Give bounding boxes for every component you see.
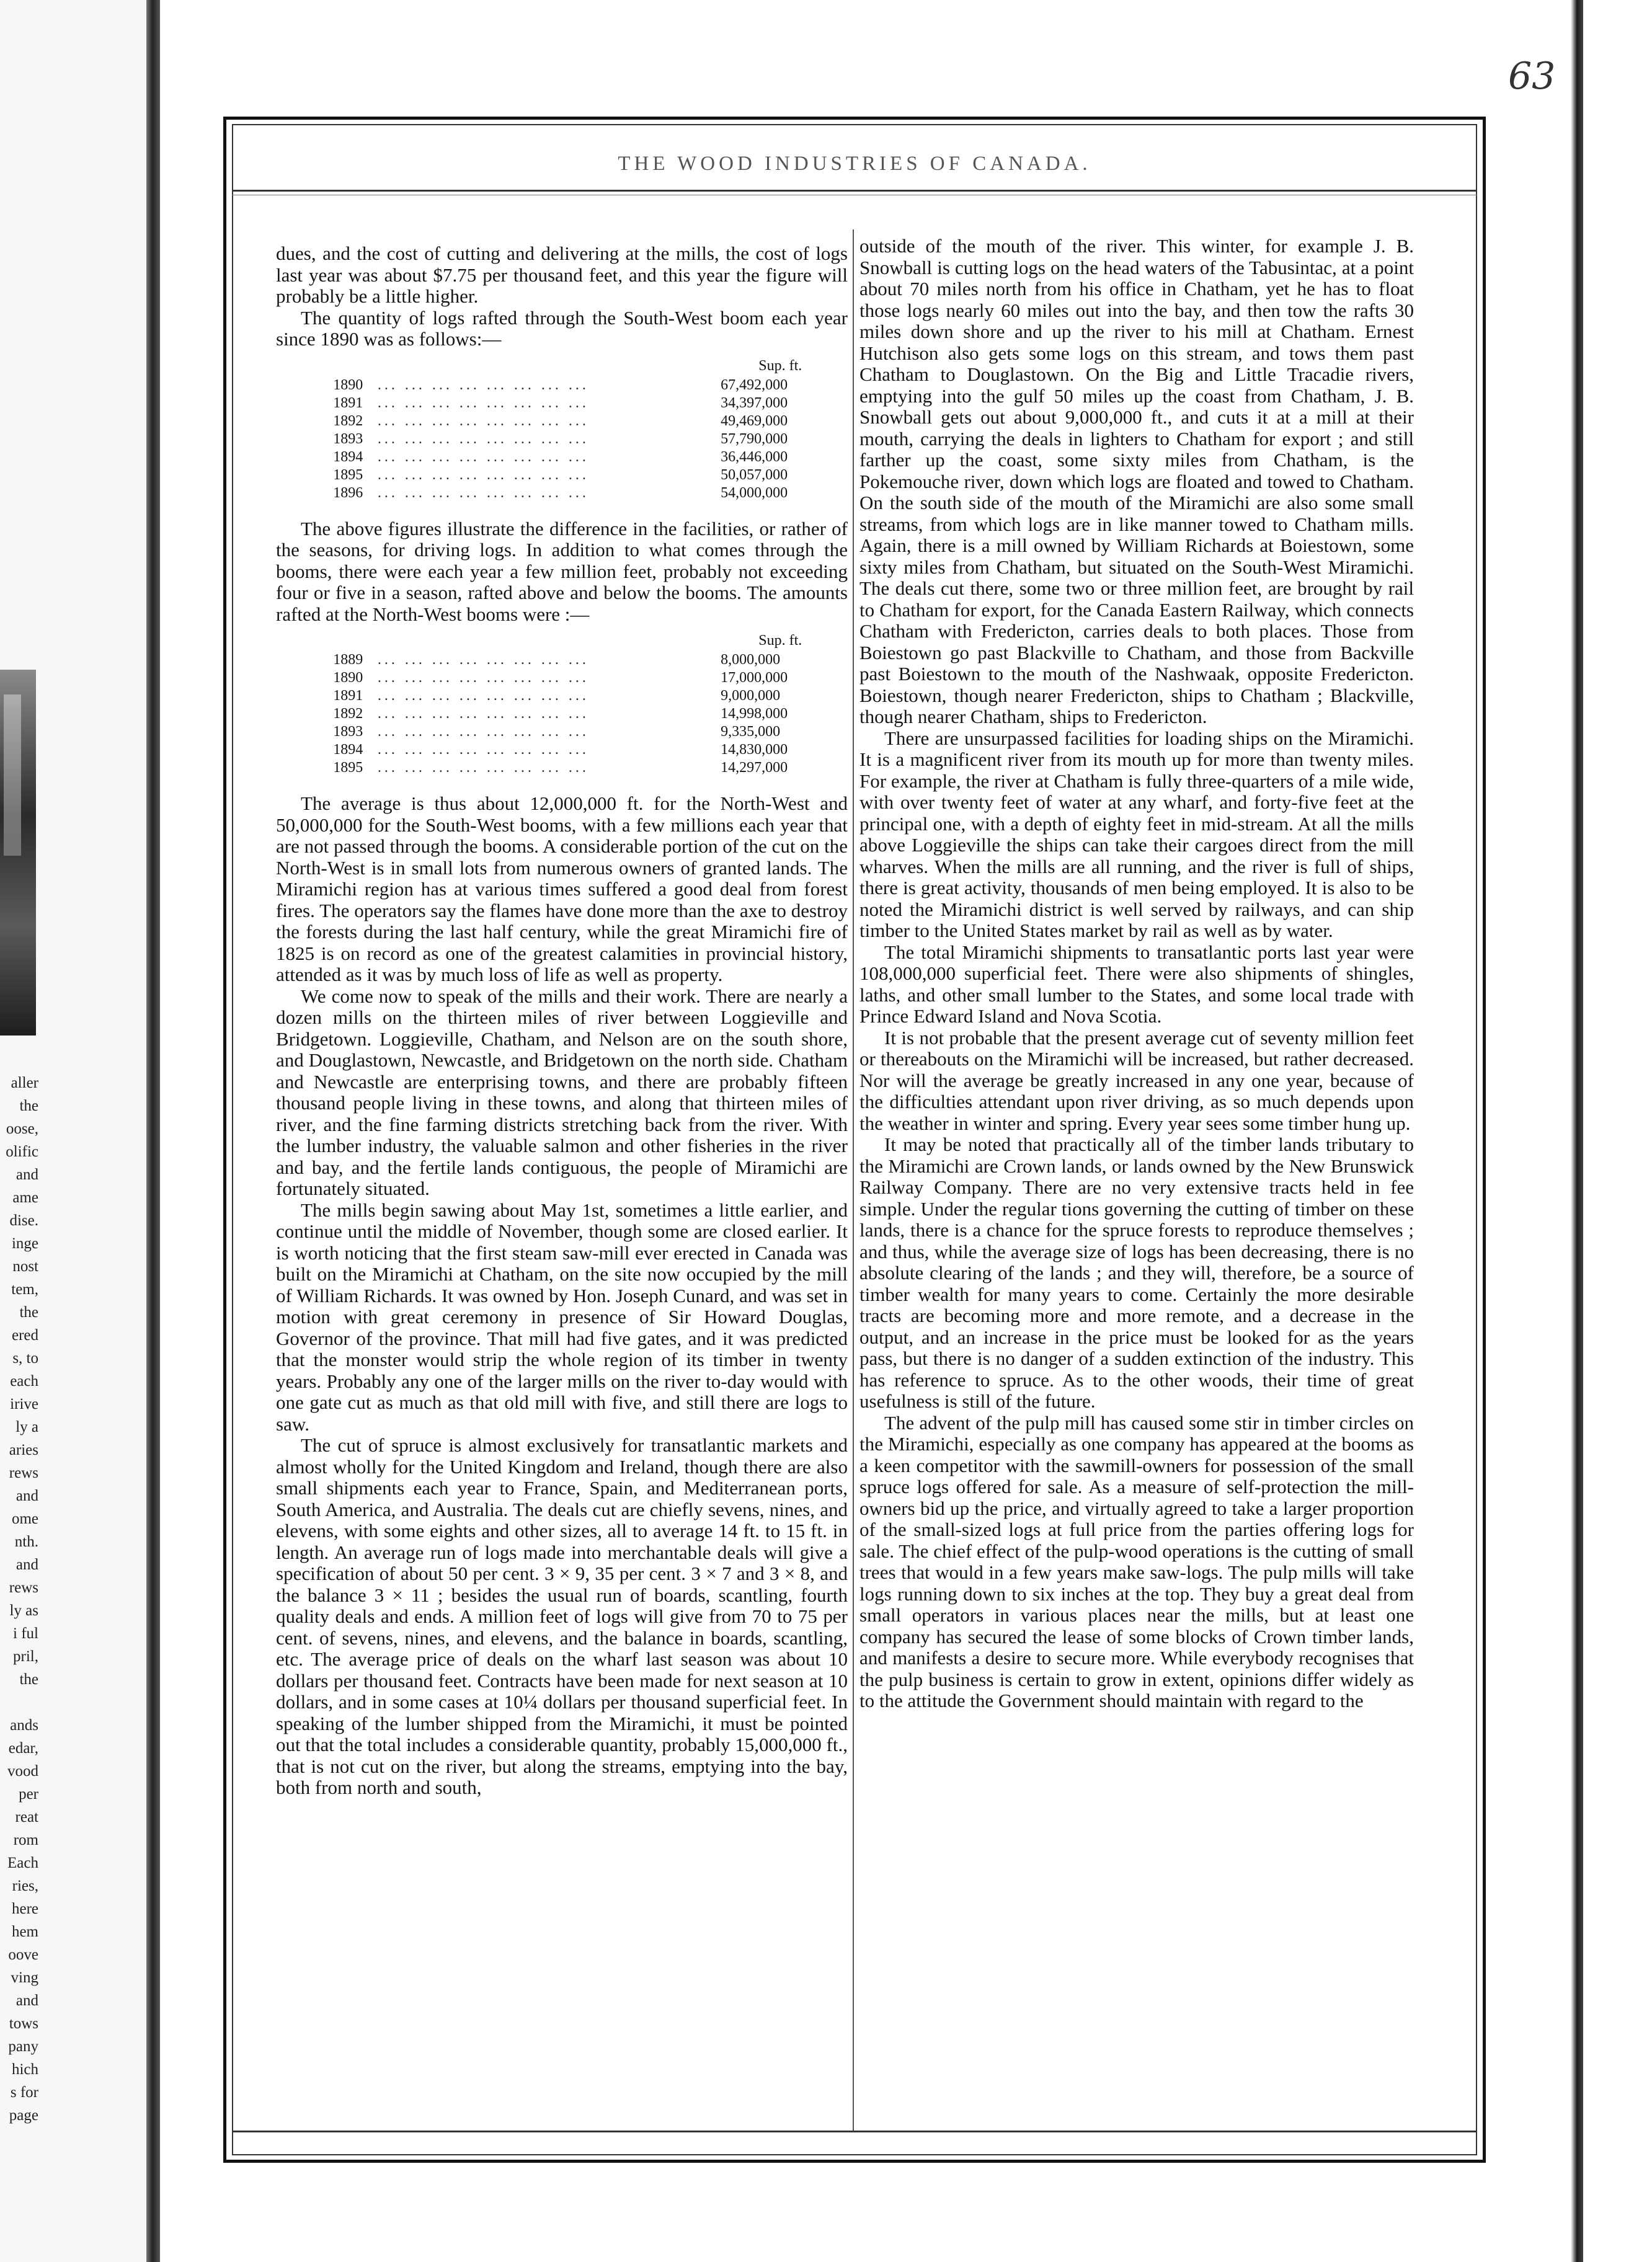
left-paragraph-7: The cut of spruce is almost exclusively for transatlantic markets and almost wholly for the United Kingdom and Ireland, though there are also small shipments each year to France, Spain, and Mediterranean ports, South America, and Australia. The deals cut are chiefly sevens, nines, and elevens, with some eights and other sizes, all to average 14 ft. to 15 ft. in length. An average run of logs made into merchantable deals will give a specification of about 50 per cent. 3 × 9, 35 per cent. 3 × 7 and 3 × 8, and the balance 3 × 11 ; besides the usual run of boards, scantling, fourth quality deals and ends. A million feet of logs will give from 70 to 75 per cent. of sevens, nines, and elevens, and the balance in boards, scantling, etc. The average price of deals on the wharf last season was about 10 dollars per thousand feet. Contracts have been made for next season at 10 dollars, and in some cases at 10¼ dollars per thousand superficial feet. In speaking of the lumber shipped from the Miramichi, it must be pointed out that the total includes a considerable quantity, probably 15,000,000 ft., that is not cut on the river, but along the streams, emptying into the bay, both from north and south, <box>276 1434 848 1798</box>
sw-boom-value: 50,057,000 <box>721 466 788 483</box>
adjacent-fragment-line: ands <box>10 1717 38 1734</box>
nw-boom-year: 1892 <box>333 706 363 722</box>
nw-boom-year: 1893 <box>333 724 363 740</box>
nw-boom-value: 14,830,000 <box>721 742 788 758</box>
sw-boom-value: 49,469,000 <box>721 412 788 429</box>
sw-boom-value: 54,000,000 <box>721 484 788 501</box>
right-paragraph-2: There are unsurpassed facilities for loading ships on the Miramichi. It is a magnificent river from its mouth up for more than twenty miles. For example, the river at Chatham is fully three-quarters of a mile wide, with over twenty feet of water at any wharf, and forty-five feet at the principal one, with a depth of eighty feet in mid-stream. At all the mills above Loggieville the ships can take their cargoes direct from the mill wharves. When the mills are all running, and the river is full of ships, there is great activity, thousands of men being employed. It is also to be noted the Miramichi district is well served by railways, and can ship timber to the United States market by rail as well as by water. <box>859 727 1414 941</box>
adjacent-fragment-line: ered <box>11 1327 38 1344</box>
adjacent-fragment-line: rews <box>9 1465 38 1481</box>
left-paragraph-3: The above figures illustrate the difference in the facilities, or rather of the seasons, for driving logs. In addition to what comes through the booms, there were each year a few million feet, probably not exceeding four or five in a season, rafted above and below the booms. The amounts rafted at the North-West booms were :— <box>276 517 848 625</box>
south-west-boom-table <box>276 376 848 502</box>
nw-boom-row <box>276 669 848 687</box>
right-paragraph-1: outside of the mouth of the river. This winter, for example J. B. Snowball is cutting logs on the head waters of the Tabusintac, at a point about 70 miles north from his office in Chatham, yet he has to float those logs nearly 60 miles out into the bay, and then tow the rafts 30 miles down shore and up the river to his mill at Chatham. Ernest Hutchison also gets some logs on this stream, and tows them past Chatham to Douglastown. On the Big and Little Tracadie rivers, emptying into the gulf 50 miles up the coast from Chatham, J. B. Snowball gets out about 9,000,000 ft., and cuts it at a mill at their mouth, carrying the deals in lighters to Chatham for export ; and still farther up the coast, some sixty miles from Chatham, is the Pokemouche river, down which logs are floated and towed to Chatham. On the south side of the mouth of the Miramichi are also some small streams, from which logs are in like manner towed to Chatham mills. Again, there is a mill owned by William Richards at Boiestown, some sixty miles from Chatham, but situated on the South-West Miramichi. The deals cut there, some two or three million feet, are brought by rail to Chatham for export, for the Canada Eastern Railway, which connects Chatham with Fredericton, carries deals to both places. Those from Boiestown go past Blackville to Chatham, and those from Backville past Boiestown to the mouth of the Nashwaak, opposite Fredericton. Boiestown, though nearer Fredericton, ships to Chatham ; Blackville, though nearer Chatham, ships to Fredericton. <box>859 235 1414 727</box>
nw-boom-year: 1894 <box>333 742 363 758</box>
sw-boom-leader-dots: ... ... ... ... ... ... ... ... <box>377 394 589 411</box>
nw-boom-leader-dots: ... ... ... ... ... ... ... ... <box>377 706 589 722</box>
sw-boom-leader-dots: ... ... ... ... ... ... ... ... <box>377 448 589 465</box>
sw-boom-row <box>276 376 848 394</box>
adjacent-fragment-line: page <box>9 2107 38 2124</box>
adjacent-fragment-line: irive <box>10 1396 38 1413</box>
adjacent-fragment-line: here <box>11 1901 38 1917</box>
adjacent-fragment-line: edar, <box>8 1740 38 1757</box>
nw-boom-row <box>276 759 848 777</box>
sw-boom-leader-dots: ... ... ... ... ... ... ... ... <box>377 430 589 447</box>
adjacent-fragment-line: s for <box>10 2084 38 2101</box>
sw-boom-year: 1891 <box>333 394 363 411</box>
sw-boom-leader-dots: ... ... ... ... ... ... ... ... <box>377 412 589 429</box>
adjacent-fragment-line: i ful <box>13 1625 38 1642</box>
adjacent-fragment-line: and <box>16 1488 38 1504</box>
adjacent-fragment-line: rews <box>9 1579 38 1596</box>
adjacent-fragment-line: oove <box>8 1946 38 1963</box>
adjacent-fragment-line: each <box>10 1373 38 1390</box>
nw-boom-leader-dots: ... ... ... ... ... ... ... ... <box>377 742 589 758</box>
table2-unit: Sup. ft. <box>758 632 802 649</box>
nw-boom-leader-dots: ... ... ... ... ... ... ... ... <box>377 688 589 704</box>
adjacent-fragment-line: nost <box>12 1258 38 1275</box>
left-paragraph-4: The average is thus about 12,000,000 ft. for the North-West and 50,000,000 for the South-West booms, with a few millions each year that are not passed through the booms. A considerable portion of the cut on the North-West is in small lots from numerous owners of granted lands. The Miramichi region has at various times suffered a good deal from forest fires. The operators say the flames have done more than the axe to destroy the forests during the last half century, while the great Miramichi fire of 1825 is on record as one of the greatest calamities in provincial history, attended as it was by much loss of life as well as property. <box>276 792 848 985</box>
nw-boom-value: 14,297,000 <box>721 760 788 776</box>
nw-boom-leader-dots: ... ... ... ... ... ... ... ... <box>377 724 589 740</box>
nw-boom-row <box>276 705 848 723</box>
left-paragraph-2: The quantity of logs rafted through the South-West boom each year since 1890 was as follows:— <box>276 306 848 350</box>
right-paragraph-4: It is not probable that the present average cut of seventy million feet or thereabouts on the Miramichi will be increased, but rather decreased. Nor will the average be greatly increased in any one year, because of the difficulties attendant upon river driving, as so much depends upon the weather in winter and spring. Every year sees some timber hung up. <box>859 1026 1414 1134</box>
nw-boom-year: 1890 <box>333 670 363 686</box>
adjacent-fragment-line: tem, <box>11 1281 38 1298</box>
nw-boom-row <box>276 723 848 741</box>
adjacent-fragment-line: and <box>16 1992 38 2009</box>
column-divider <box>853 229 854 2132</box>
nw-boom-year: 1895 <box>333 760 363 776</box>
table1-unit: Sup. ft. <box>758 357 802 374</box>
adjacent-fragment-line: ome <box>11 1510 38 1527</box>
right-paragraph-5: It may be noted that practically all of the timber lands tributary to the Miramichi are Crown lands, or lands owned by the New Brunswick Railway Company. There are no very extensive tracts held in fee simple. Under the regular tions governing the cutting of timber on these lands, there is a chance for the spruce forests to reproduce themselves ; and thus, while the average size of logs has been decreasing, there is no absolute clearing of the lands ; and they will, therefore, be a source of timber wealth for many years to come. Certainly the more desirable tracts are becoming more and more remote, and a decrease in the output, and an increase in the price must be looked for as the years pass, but there is no danger of a sudden extinction of the industry. This has reference to spruce. As to the other woods, their time of great usefulness is still of the future. <box>859 1133 1414 1412</box>
page-right-edge <box>1571 0 1583 2262</box>
adjacent-fragment-line: tows <box>9 2015 38 2032</box>
adjacent-fragment-line: ly as <box>9 1602 38 1619</box>
page-number: 63 <box>1508 55 1556 98</box>
adjacent-fragment-line: vood <box>7 1763 38 1780</box>
running-head: THE WOOD INDUSTRIES OF CANADA. <box>618 153 1091 175</box>
nw-boom-value: 17,000,000 <box>721 670 788 686</box>
adjacent-fragment-line: nth. <box>14 1533 38 1550</box>
nw-boom-year: 1889 <box>333 652 363 668</box>
nw-boom-row <box>276 741 848 759</box>
adjacent-fragment-line: dise. <box>9 1212 38 1229</box>
adjacent-fragment-line: ries, <box>12 1878 38 1894</box>
sw-boom-leader-dots: ... ... ... ... ... ... ... ... <box>377 484 589 501</box>
sw-boom-row <box>276 430 848 448</box>
header-rule <box>232 190 1477 192</box>
adjacent-fragment-line: ame <box>12 1189 38 1206</box>
nw-boom-row <box>276 687 848 705</box>
adjacent-fragment-line: olific <box>6 1143 38 1160</box>
gutter-shadow <box>146 0 160 2262</box>
adjacent-fragment-line: pany <box>8 2038 38 2055</box>
sw-boom-leader-dots: ... ... ... ... ... ... ... ... <box>377 376 589 393</box>
sw-boom-row <box>276 448 848 466</box>
right-column <box>859 236 1414 1712</box>
sw-boom-year: 1894 <box>333 448 363 465</box>
left-paragraph-6: The mills begin sawing about May 1st, sometimes a little earlier, and continue until the middle of November, though some are closed earlier. It is worth noticing that the first steam saw-mill ever erected in Canada was built on the Miramichi at Chatham, on the site now occupied by the mill of William Richards. It was owned by Hon. Joseph Cunard, and was set in motion with great ceremony in presence of Sir Howard Douglas, Governor of the province. That mill had five gates, and it was predicted that the monster would strip the whole region of its timber in twenty years. Probably any one of the larger mills on the river to-day would with one gate cut as much as that old mill with five, and still there are logs to saw. <box>276 1199 848 1435</box>
adjacent-fragment-line: oose, <box>6 1120 38 1137</box>
adjacent-fragment-line: and <box>16 1556 38 1573</box>
sw-boom-year: 1896 <box>333 484 363 501</box>
adjacent-fragment-line: pril, <box>13 1648 38 1665</box>
sw-boom-year: 1892 <box>333 412 363 429</box>
left-paragraph-5: We come now to speak of the mills and their work. There are nearly a dozen mills on the thirteen miles of river between Loggieville and Bridgetown. Loggieville, Chatham, and Nelson are on the south shore, and Douglastown, Newcastle, and Bridgetown on the north side. Chatham and Newcastle are enterprising towns, and there are probably fifteen thousand people living in these towns, and along that thirteen miles of river, and the fine farming districts stretching back from the river. With the lumber industry, the valuable salmon and other fisheries in the river and bay, and the fertile lands contiguous, the people of Miramichi are fortunately situated. <box>276 985 848 1199</box>
adjacent-page-photo-highlight <box>4 694 21 856</box>
right-paragraph-3: The total Miramichi shipments to transatlantic ports last year were 108,000,000 superficial feet. There were also shipments of shingles, laths, and other small lumber to the States, and some local trade with Prince Edward Island and Nova Scotia. <box>859 941 1414 1027</box>
adjacent-page-text-fragments <box>0 1071 38 2127</box>
nw-boom-year: 1891 <box>333 688 363 704</box>
sw-boom-year: 1895 <box>333 466 363 483</box>
nw-boom-value: 9,335,000 <box>721 724 781 740</box>
sw-boom-leader-dots: ... ... ... ... ... ... ... ... <box>377 466 589 483</box>
adjacent-fragment-line: s, to <box>12 1350 38 1367</box>
nw-boom-row <box>276 651 848 669</box>
adjacent-fragment-line: hem <box>11 1923 38 1940</box>
sw-boom-row <box>276 412 848 430</box>
left-column <box>276 243 848 1799</box>
adjacent-fragment-line: inge <box>11 1235 38 1252</box>
adjacent-fragment-line: Each <box>7 1855 38 1871</box>
adjacent-fragment-line: aries <box>9 1442 38 1458</box>
left-paragraph-1: dues, and the cost of cutting and delivering at the mills, the cost of logs last year was about $7.75 per thousand feet, and this year the figure will probably be a little higher. <box>276 242 848 307</box>
nw-boom-value: 8,000,000 <box>721 652 781 668</box>
right-paragraph-6: The advent of the pulp mill has caused some stir in timber circles on the Miramichi, especially as one company has appeared at the booms as a keen competitor with the sawmill-owners for possession of the small spruce logs offered for sale. As a measure of self-protection the mill-owners bid up the price, and virtually agreed to take a larger proportion of the small-sized logs at full price from the parties offering logs for sale. The chief effect of the pulp-wood operations is the cutting of small trees that would in a few years make saw-logs. The pulp mills will take logs running down to six inches at the top. They buy a great deal from small operators in various places near the mills, but at least one company has secured the lease of some blocks of Crown timber lands, and manifests a desire to secure more. While everybody recognises that the pulp business is certain to grow in extent, opinions differ widely as to the attitude the Government should maintain with regard to the <box>859 1411 1414 1711</box>
adjacent-fragment-line: the <box>19 1671 38 1688</box>
adjacent-fragment-line: reat <box>15 1809 38 1825</box>
adjacent-fragment-line: hich <box>11 2061 38 2078</box>
sw-boom-year: 1890 <box>333 376 363 393</box>
north-west-boom-table <box>276 651 848 777</box>
adjacent-fragment-line: aller <box>11 1075 38 1091</box>
adjacent-fragment-line: the <box>19 1098 38 1114</box>
nw-boom-leader-dots: ... ... ... ... ... ... ... ... <box>377 652 589 668</box>
nw-boom-leader-dots: ... ... ... ... ... ... ... ... <box>377 670 589 686</box>
sw-boom-row <box>276 466 848 484</box>
adjacent-fragment-line: ly a <box>16 1419 38 1435</box>
sw-boom-value: 34,397,000 <box>721 394 788 411</box>
sw-boom-value: 67,492,000 <box>721 376 788 393</box>
sw-boom-row <box>276 394 848 412</box>
nw-boom-value: 14,998,000 <box>721 706 788 722</box>
scan-right-margin <box>1583 0 1652 2262</box>
sw-boom-year: 1893 <box>333 430 363 447</box>
adjacent-fragment-line: and <box>16 1166 38 1183</box>
adjacent-fragment-line <box>0 1691 38 1714</box>
nw-boom-value: 9,000,000 <box>721 688 781 704</box>
sw-boom-value: 36,446,000 <box>721 448 788 465</box>
adjacent-fragment-line: the <box>19 1304 38 1321</box>
sw-boom-value: 57,790,000 <box>721 430 788 447</box>
footer-rule <box>232 2131 1477 2132</box>
adjacent-fragment-line: rom <box>13 1832 38 1848</box>
nw-boom-leader-dots: ... ... ... ... ... ... ... ... <box>377 760 589 776</box>
sw-boom-row <box>276 484 848 502</box>
adjacent-fragment-line: ving <box>11 1969 38 1986</box>
adjacent-fragment-line: per <box>19 1786 38 1803</box>
